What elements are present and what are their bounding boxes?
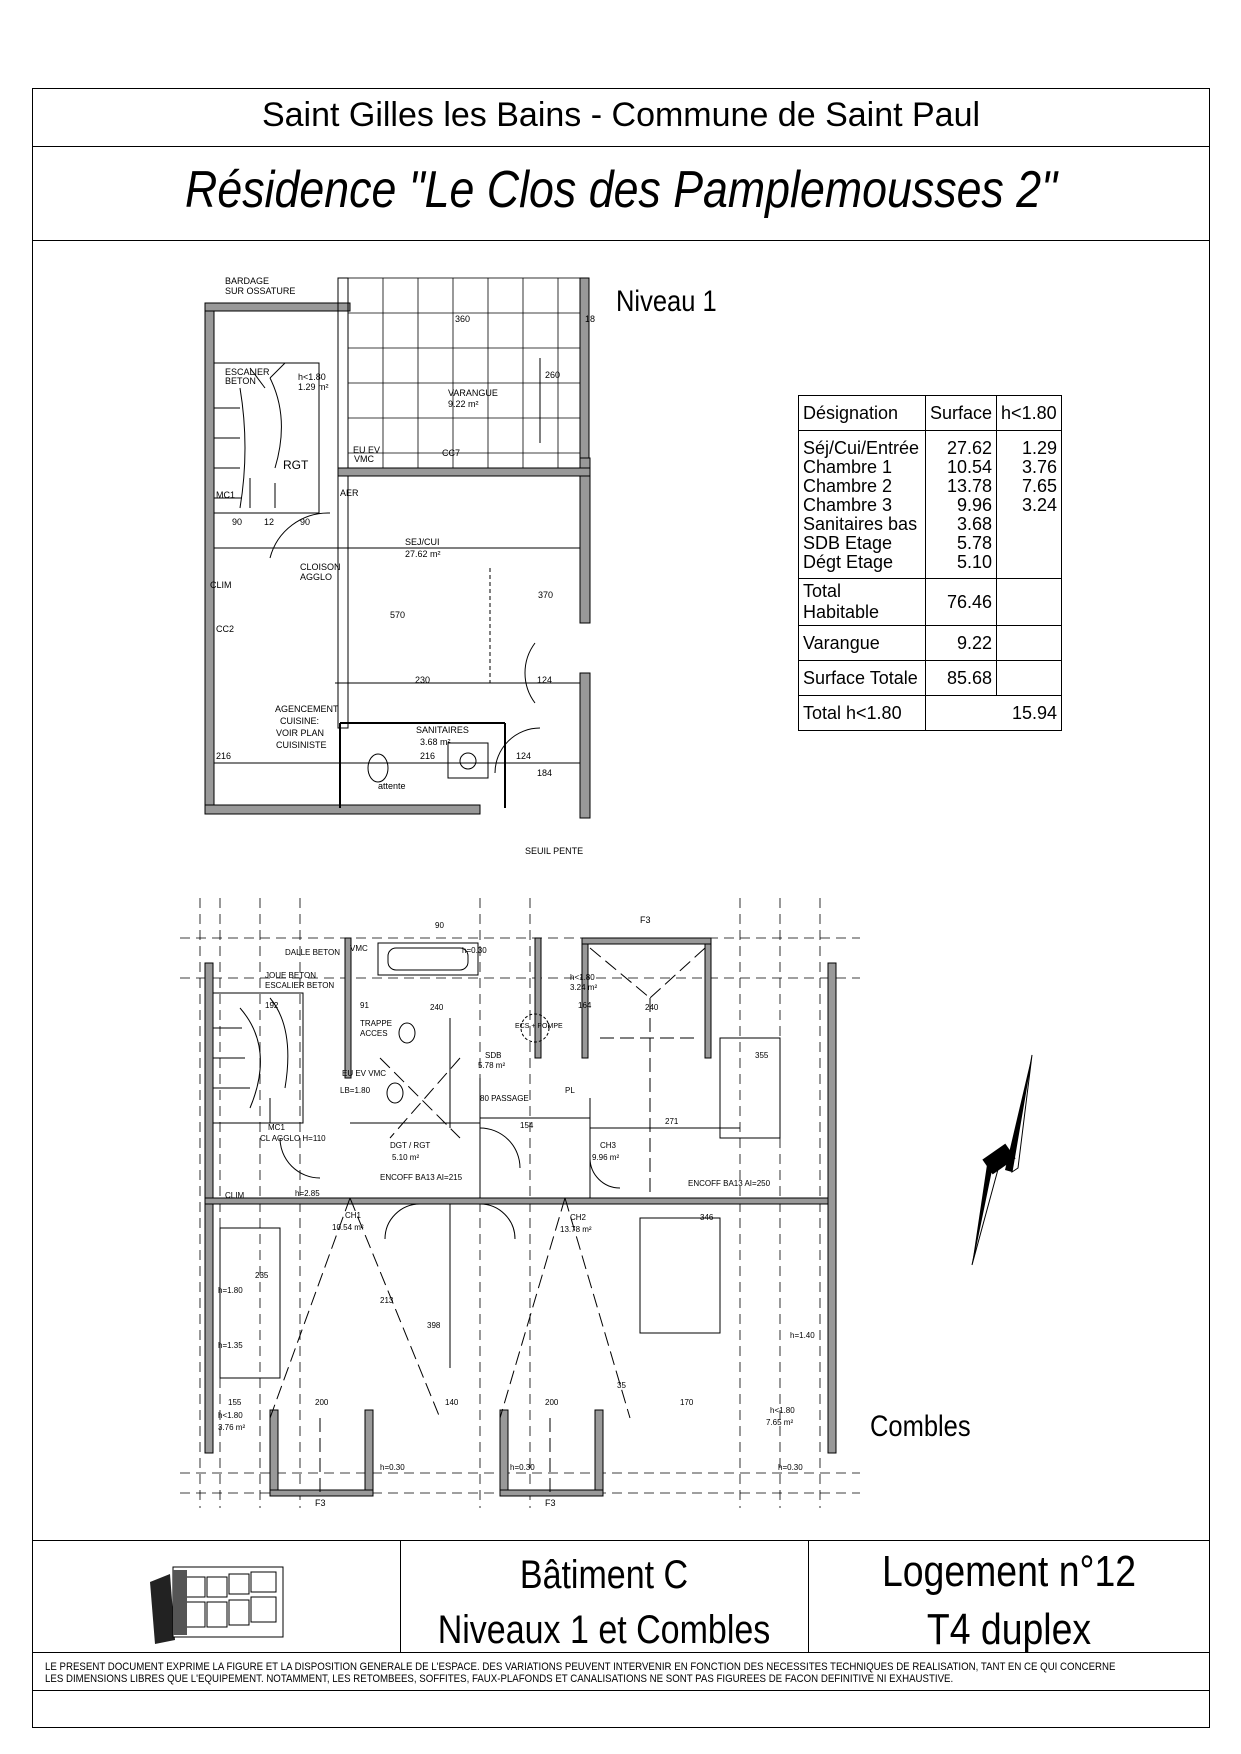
- label-lb: LB=1.80: [340, 1086, 371, 1095]
- label-ch1-area: 10.54 m²: [332, 1223, 364, 1232]
- total-low-label: Total h<1.80: [799, 696, 926, 731]
- label-encoff1: ENCOFF BA13 AI=215: [380, 1173, 463, 1182]
- label-ch2-area: 13.78 m²: [560, 1225, 592, 1234]
- label-escalier: ESCALIER: [225, 367, 270, 377]
- room-surface: 10.54: [947, 457, 993, 477]
- label-ch1: CH1: [345, 1211, 362, 1220]
- floor-plan-combles: [180, 898, 860, 1518]
- surface-table-header: [799, 396, 1062, 431]
- label-h285: h=2.85: [295, 1189, 320, 1198]
- label-clim: CLIM: [210, 580, 232, 590]
- label-beton: BETON: [225, 376, 256, 386]
- door-swing: [525, 643, 535, 703]
- dim-570: 570: [390, 610, 406, 620]
- dim-240-ch3: 240: [645, 1003, 659, 1012]
- label-sej: SEJ/CUI: [405, 537, 440, 547]
- door-swing: [480, 1204, 515, 1239]
- bathtub-basin: [388, 948, 468, 970]
- dim-235: 235: [255, 1271, 269, 1280]
- label-ch3-area: 9.96 m²: [592, 1153, 620, 1162]
- label-attente: attente: [378, 781, 406, 791]
- label-cloison: CLOISON: [300, 562, 341, 572]
- label-voir-plan: VOIR PLAN: [276, 728, 325, 738]
- label-agglo: CL AGGLO H=110: [260, 1134, 326, 1143]
- dim-240: 240: [430, 1003, 444, 1012]
- label-h180-ch1: h<1.80: [218, 1411, 243, 1420]
- empty-cell: [997, 579, 1062, 626]
- label-ch1-low: 3.76 m²: [218, 1423, 246, 1432]
- room-surface: 5.10: [957, 552, 993, 572]
- room-surface: 27.62: [947, 438, 993, 458]
- dim-398: 398: [427, 1321, 441, 1330]
- label-bardage: BARDAGE: [225, 276, 270, 286]
- room-low: 3.76: [1022, 457, 1058, 477]
- label-euev: EU EV VMC: [342, 1069, 387, 1078]
- label-h030-d: h=0.30: [778, 1463, 803, 1472]
- dim-230: 230: [415, 675, 431, 685]
- label-ch2-low: 7.65 m²: [766, 1418, 794, 1427]
- label-clim: CLIM: [225, 1191, 245, 1200]
- total-habitable-label: Total Habitable: [799, 579, 926, 626]
- header-bottom-line: [32, 240, 1210, 241]
- staircase-combles: [213, 993, 303, 1123]
- dim-200a: 200: [315, 1398, 329, 1407]
- label-agglo: AGGLO: [300, 572, 333, 582]
- room-low-surfaces: [997, 431, 1062, 579]
- batiment-title: Bâtiment C: [519, 1553, 689, 1597]
- label-h030-b: h=0.30: [380, 1463, 405, 1472]
- level-label-niveau1: Niveau 1: [616, 285, 717, 318]
- label-h180-top: h<1.80: [570, 973, 595, 982]
- room-name: SDB Etage: [803, 533, 893, 553]
- label-cc7: CC7: [442, 448, 461, 458]
- dim-192: 192: [265, 1001, 279, 1010]
- label-rgt: RGT: [283, 458, 309, 472]
- disclaimer-line: LE PRESENT DOCUMENT EXPRIME LA FIGURE ET LA DISPOSITION GENERALE DE L'ESPACE. DES VARIATIONS PEUVENT INTERVENIR EN FONCTION DES NECESSITES TECHNIQUES DE REALISATION, TANT EN CE QUI CONCERNE: [45, 1661, 1116, 1673]
- empty-cell: [997, 626, 1062, 661]
- header-low-height: h<1.80: [997, 396, 1062, 431]
- bed-ch2: [640, 1218, 720, 1333]
- label-h180-l: h=1.80: [218, 1286, 243, 1295]
- dim-35: 35: [617, 1381, 626, 1390]
- room-low: 7.65: [1022, 476, 1058, 496]
- label-f3-b: F3: [545, 1498, 556, 1508]
- label-aer: AER: [340, 488, 359, 498]
- dim-91: 91: [360, 1001, 369, 1010]
- room-surface: 13.78: [947, 476, 993, 496]
- washbasin: [399, 1023, 415, 1043]
- north-arrow-icon: [960, 1050, 1040, 1280]
- room-name: Chambre 3: [803, 495, 893, 515]
- dim-271: 271: [665, 1117, 679, 1126]
- door-swing: [480, 1128, 520, 1168]
- logement-block: [838, 1543, 1180, 1659]
- disclaimer-bottom-line: [32, 1690, 1210, 1691]
- label-varangue-area: 9.22 m²: [448, 399, 479, 409]
- room-low: 1.29: [1022, 438, 1058, 458]
- room-name: Séj/Cui/Entrée: [803, 438, 920, 458]
- label-sanitaires: SANITAIRES: [416, 725, 469, 735]
- batiment-block: [431, 1548, 778, 1658]
- surface-totale-label: Surface Totale: [799, 661, 926, 696]
- sink: [448, 743, 488, 778]
- label-h030-c: h=0.30: [510, 1463, 535, 1472]
- label-dgt-area: 5.10 m²: [392, 1153, 420, 1162]
- total-habitable-value: 76.46: [926, 579, 997, 626]
- bed-ch3: [720, 1038, 780, 1138]
- dim-216a: 216: [216, 751, 232, 761]
- surface-table: [798, 395, 1062, 731]
- label-trappe: TRAPPE: [360, 1019, 393, 1028]
- town-title: Saint Gilles les Bains - Commune de Saint Paul: [261, 96, 981, 134]
- dim-213: 213: [380, 1296, 394, 1305]
- sink-basin: [460, 753, 476, 769]
- room-surfaces: [926, 431, 997, 579]
- toilet: [387, 1083, 403, 1103]
- surface-totale-value: 85.68: [926, 661, 997, 696]
- label-sdb-area: 5.78 m²: [478, 1061, 506, 1070]
- row-varangue: [799, 626, 1062, 661]
- label-h135: h=1.35: [218, 1341, 243, 1350]
- label-h180-area: 1.29 m²: [298, 382, 329, 392]
- dim-90: 90: [435, 921, 444, 930]
- label-agencement: AGENCEMENT: [275, 704, 339, 714]
- label-h140: h=1.40: [790, 1331, 815, 1340]
- header-divider: [32, 146, 1210, 147]
- room-name: Sanitaires bas: [803, 514, 918, 534]
- label-ecs: ECS + POMPE: [515, 1023, 563, 1030]
- door-swing: [385, 1204, 420, 1239]
- label-cuisine: CUISINE:: [280, 716, 320, 726]
- label-h180: h<1.80: [298, 372, 326, 382]
- dim-90a: 90: [232, 517, 243, 527]
- label-ch3: CH3: [600, 1141, 617, 1150]
- row-total-low: [799, 696, 1062, 731]
- label-acces: ACCES: [360, 1029, 388, 1038]
- label-joue: JOUE BETON: [265, 971, 316, 980]
- label-ossature: SUR OSSATURE: [225, 286, 296, 296]
- footer-divider-2: [808, 1540, 809, 1652]
- logement-type: T4 duplex: [926, 1605, 1092, 1654]
- label-vmc: VMC: [350, 944, 368, 953]
- dim-124a: 124: [537, 675, 553, 685]
- room-surface: 9.96: [957, 495, 993, 515]
- header-surface: Surface: [926, 396, 997, 431]
- room-name: Dégt Etage: [803, 552, 894, 572]
- level-label-combles: Combles: [870, 1410, 971, 1443]
- label-dalle: DALLE BETON: [285, 948, 340, 957]
- row-total-habitable: [799, 579, 1062, 626]
- batiment-levels: Niveaux 1 et Combles: [437, 1608, 771, 1652]
- door-swing: [590, 1158, 620, 1188]
- bed-ch1: [220, 1228, 280, 1378]
- label-sej-area: 27.62 m²: [405, 549, 441, 559]
- room-names: [799, 431, 926, 579]
- varangue-label: Varangue: [799, 626, 926, 661]
- floor-plan-niveau1: [180, 268, 620, 858]
- dim-200b: 200: [545, 1398, 559, 1407]
- label-esc: ESCALIER BETON: [265, 981, 335, 990]
- label-vmc: VMC: [354, 454, 374, 464]
- room-surface: 5.78: [957, 533, 993, 553]
- label-san-area: 3.68 m²: [420, 737, 451, 747]
- logement-number: Logement n°12: [881, 1547, 1137, 1596]
- label-seuil: SEUIL PENTE: [525, 846, 584, 856]
- footer-divider-1: [400, 1540, 401, 1652]
- surface-table-rooms: [799, 431, 1062, 579]
- dim-90b: 90: [300, 517, 311, 527]
- label-f3-c: F3: [640, 915, 651, 925]
- dim-360: 360: [455, 314, 471, 324]
- label-pl: PL: [565, 1086, 575, 1095]
- label-mc1: MC1: [268, 1123, 285, 1132]
- dim-216b: 216: [420, 751, 436, 761]
- label-h180-area: 3.24 m²: [570, 983, 598, 992]
- label-f3-a: F3: [315, 1498, 326, 1508]
- label-eu-ev: EU EV: [353, 445, 381, 455]
- dim-124b: 124: [516, 751, 532, 761]
- label-cc2: CC2: [216, 624, 235, 634]
- dim-355: 355: [755, 1051, 769, 1060]
- dim-184: 184: [537, 768, 553, 778]
- dim-155: 155: [228, 1398, 242, 1407]
- building-keyplan-icon: [145, 1552, 295, 1647]
- empty-cell: [997, 661, 1062, 696]
- room-name: Chambre 2: [803, 476, 893, 496]
- residence-title: Résidence "Le Clos des Pamplemousses 2": [185, 161, 1057, 219]
- dim-370: 370: [538, 590, 554, 600]
- label-varangue: VARANGUE: [448, 388, 498, 398]
- dim-260: 260: [545, 370, 561, 380]
- dim-18: 18: [585, 314, 596, 324]
- footer-top-line: [32, 1540, 1210, 1541]
- label-ch2: CH2: [570, 1213, 587, 1222]
- label-mc1: MC1: [216, 490, 236, 500]
- row-surface-totale: [799, 661, 1062, 696]
- label-h180-ch2: h<1.80: [770, 1406, 795, 1415]
- dim-140: 140: [445, 1398, 459, 1407]
- label-cuisiniste: CUISINISTE: [276, 740, 327, 750]
- label-sdb: SDB: [485, 1051, 502, 1060]
- label-dgt: DGT / RGT: [390, 1141, 431, 1150]
- toilet: [368, 754, 388, 782]
- room-surface: 3.68: [957, 514, 993, 534]
- dim-164: 164: [578, 1001, 592, 1010]
- dim-346: 346: [700, 1213, 714, 1222]
- label-encoff2: ENCOFF BA13 AI=250: [688, 1179, 771, 1188]
- dim-170: 170: [680, 1398, 694, 1407]
- room-low: 3.24: [1022, 495, 1058, 515]
- dim-12: 12: [264, 517, 275, 527]
- total-low-value: 15.94: [926, 696, 1062, 731]
- room-name: Chambre 1: [803, 457, 893, 477]
- dim-154: 154: [520, 1121, 534, 1130]
- disclaimer: [45, 1661, 1116, 1685]
- varangue-value: 9.22: [926, 626, 997, 661]
- label-passage: 80 PASSAGE: [480, 1094, 529, 1103]
- label-h030: h=0.30: [462, 946, 487, 955]
- header-designation: Désignation: [799, 396, 926, 431]
- disclaimer-line: LES DIMENSIONS LIBRES QUE L'EQUIPEMENT. NOTAMMENT, LES RETOMBEES, SOFFITES, FAUX-PLAFONDS ET CANALISATIONS NE SONT PAS FIGUREES DE FACON DEFINITIVE NI EXHAUSTIVE.: [45, 1673, 954, 1685]
